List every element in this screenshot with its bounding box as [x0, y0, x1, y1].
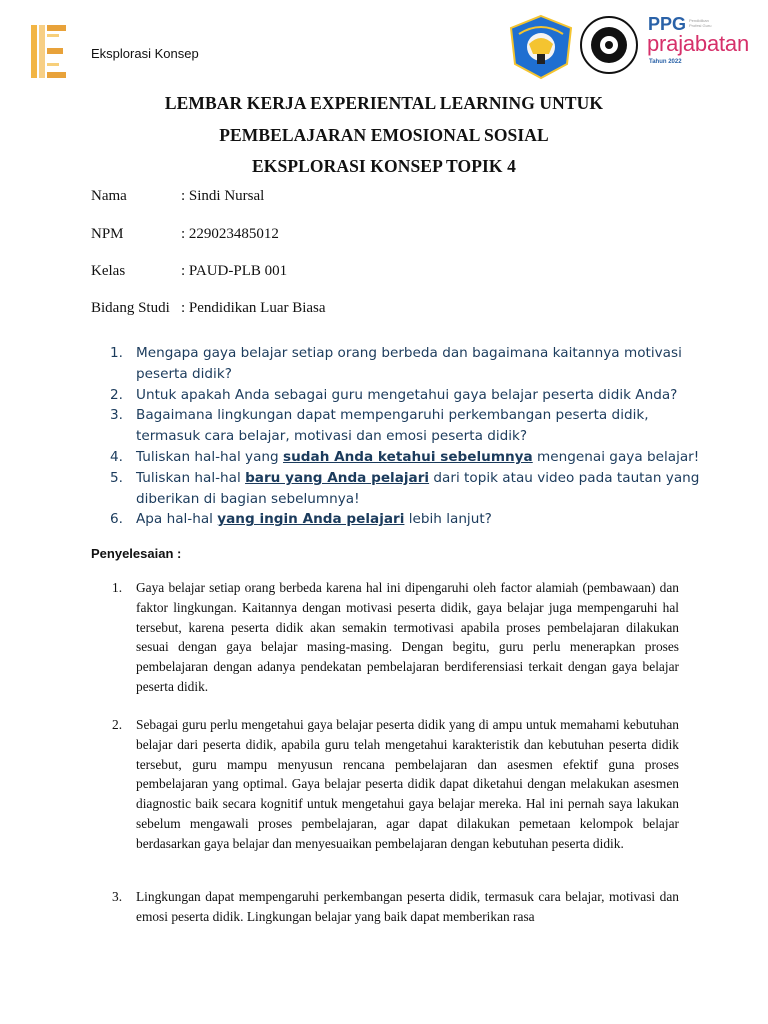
question-number: 4. [110, 448, 123, 465]
ppg-label: PPG [648, 14, 687, 34]
question-number: 6. [110, 511, 123, 528]
penyelesaian-heading: Penyelesaian : [91, 546, 182, 561]
question-text: mengenai gaya belajar! [532, 448, 700, 465]
page-header [0, 0, 768, 90]
identity-label: Kelas [91, 263, 126, 279]
identity-label: NPM [91, 226, 124, 242]
identity-value: : 229023485012 [181, 226, 279, 242]
question-item [110, 385, 710, 406]
question-emphasis: yang ingin Anda pelajari [217, 511, 405, 528]
identity-label: Nama [91, 188, 127, 204]
question-text: dari topik atau video pada tautan yang diberikan di bagian sebelumnya! [136, 469, 700, 507]
section-label: Eksplorasi Konsep [91, 46, 199, 61]
document-title-line-1: LEMBAR KERJA EXPERIENTAL LEARNING UNTUK [164, 93, 604, 113]
answer-text: Gaya belajar setiap orang berbeda karena hal ini dipengaruhi oleh factor alamiah (pembawaan) dan faktor lingkungan. Kaitannya dengan motivasi peserta didik, gaya belajar juga mempengaruhi hal tersebut, karena peserta didik akan semakin termotivasi apabila proses pembelajaran dilakukan sesuai dengan gaya belajar masing-masing. Dengan begitu, guru perlu menerapkan proses pembelajaran dengan adanya pendekatan pembelajaran berdiferensiasi terkait dengan gaya belajar peserta didik. [136, 580, 679, 694]
answer-number: 2. [112, 717, 123, 732]
question-text: Bagaimana lingkungan dapat mempengaruhi perkembangan peserta didik, termasuk cara belajar, motivasi dan emosi peserta didik? [136, 407, 649, 445]
question-emphasis: sudah Anda ketahui sebelumnya [283, 448, 533, 465]
answer-number: 1. [112, 580, 123, 595]
answer-number: 3. [112, 889, 123, 904]
identity-value: : PAUD-PLB 001 [181, 263, 288, 279]
question-list [110, 343, 710, 530]
identity-label: Bidang Studi [91, 300, 170, 316]
question-number: 1. [110, 345, 123, 361]
ppg-sub-label: Pendidikan Profesi Guru [689, 18, 712, 28]
question-item [110, 509, 710, 530]
question-text: lebih lanjut? [404, 511, 492, 528]
identity-value: : Sindi Nursal [181, 188, 265, 204]
question-number: 3. [110, 407, 123, 424]
tut-wuri-handayani-logo [509, 14, 573, 80]
question-item [110, 447, 710, 468]
question-number: 5. [110, 469, 123, 486]
question-item [110, 468, 710, 510]
eksplorasi-e-logo [31, 25, 66, 78]
identity-value: : Pendidikan Luar Biasa [181, 300, 326, 316]
question-text: Tuliskan hal-hal yang [136, 448, 284, 465]
prajabatan-label: prajabatan [647, 31, 749, 56]
document-title-line-3: EKSPLORASI KONSEP TOPIK 4 [252, 156, 516, 176]
tahun-label: Tahun 2022 [649, 59, 682, 65]
question-text: Untuk apakah Anda sebagai guru mengetahui gaya belajar peserta didik Anda? [136, 386, 678, 403]
document-title-line-2: PEMBELAJARAN EMOSIONAL SOSIAL [219, 125, 549, 145]
question-number: 2. [110, 386, 123, 403]
question-text: Mengapa gaya belajar setiap orang berbeda dan bagaimana kaitannya motivasi peserta didik? [136, 345, 682, 382]
answer-text: Lingkungan dapat mempengaruhi perkembangan peserta didik, termasuk cara belajar, motivasi dan emosi peserta didik. Lingkungan belajar yang baik dapat memberikan rasa [136, 889, 679, 924]
question-emphasis: baru yang Anda pelajari [245, 469, 430, 486]
question-text: Tuliskan hal-hal [136, 469, 246, 486]
unm-logo [578, 12, 640, 82]
question-text: Apa hal-hal [136, 511, 218, 528]
question-item [110, 343, 710, 385]
question-item [110, 405, 710, 447]
ppg-prajabatan-logo [647, 14, 757, 74]
answer-text: Sebagai guru perlu mengetahui gaya belajar peserta didik yang di ampu untuk memahami kebutuhan belajar dari peserta didik, apabila guru telah mengetahui karakteristik dan kebutuhan peserta didik tersebut, guru mampu menyusun rencana pembelajaran dan asesmen efektif guna proses pembelajaran yang optimal. Gaya belajar peserta didik dapat diketahui dengan melakukan asesmen diagnostic baik secara kognitif untuk mengetahui gaya belajar mereka. Hal ini pernah saya lakukan sebelum mengawali proses pembelajaran, agar dapat dilakukan pemetaan kelompok belajar berdasarkan gaya belajar dan menyesuaikan pembelajaran dengan kebutuhan peserta didik. [136, 717, 679, 851]
